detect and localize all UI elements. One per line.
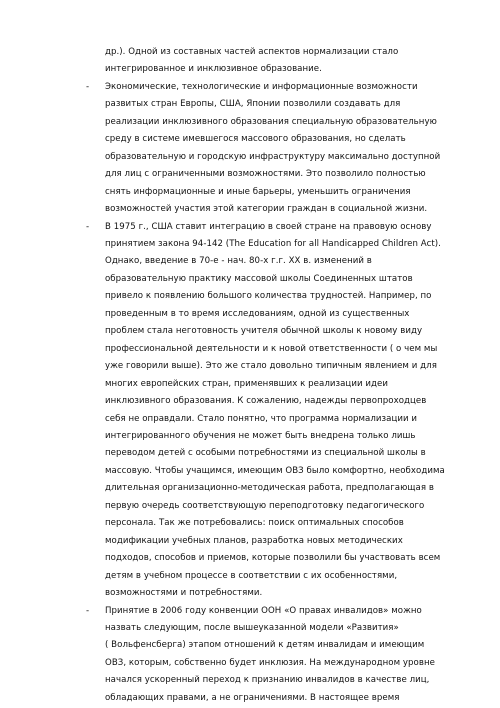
- text-line: инклюзивного образования. К сожалению, надежды первопроходцев: [105, 396, 427, 407]
- text-line: ( Вольфенсберга) этапом отношений к детям инвалидам и имеющим: [105, 640, 425, 651]
- text-line: образовательную практику массовой школы Соединенных штатов: [105, 273, 413, 284]
- text-line: профессиональной деятельности и к новой ответственности ( о чем мы: [105, 343, 438, 354]
- text-line: интегрированного обучения не может быть внедрена только лишь: [105, 430, 416, 441]
- text-line: ОВЗ, которым, собственно будет инклюзия. На международном уровне: [105, 657, 435, 668]
- text-line: начался ускоренный переход к признанию инвалидов в качестве лиц,: [105, 675, 430, 686]
- text-line: массовую. Чтобы учащимся, имеющим ОВЗ было комфортно, необходима: [105, 465, 445, 476]
- text-line: Принятие в 2006 году конвенции ООН «О правах инвалидов» можно: [105, 605, 422, 616]
- text-line: подходов, способов и приемов, которые позволили бы участвовать всем: [105, 553, 441, 564]
- text-line: переводом детей с особыми потребностями из специальной школы в: [105, 448, 426, 459]
- text-line: детям в учебном процессе в соответствии с их особенностями,: [105, 570, 398, 581]
- list-item-usa-1975: [86, 219, 467, 603]
- text-line: В 1975 г., США ставит интеграцию в своей стране на правовую основу: [105, 221, 432, 232]
- text-line: возможностей участия этой категории граждан в социальной жизни.: [105, 204, 428, 215]
- text-line: назвать следующим, после вышеуказанной модели «Развития»: [105, 622, 399, 633]
- text-line: проблем стала неготовность учителя обычной школы к новому виду: [105, 326, 423, 337]
- text-line: снять информационные и иные барьеры, уменьшить ограничения: [105, 186, 411, 197]
- text-line: Экономические, технологические и информационные возможности: [105, 81, 418, 92]
- text-line: себя не оправдали. Стало понятно, что программа нормализации и: [105, 413, 418, 424]
- document-body: [86, 44, 467, 707]
- list-item-un-convention: [86, 603, 467, 708]
- text-line: для лиц с ограниченными возможностями. Это позволило полностью: [105, 169, 426, 180]
- text-line: принятием закона 94-142 (The Education for all Handicapped Children Act).: [105, 238, 441, 249]
- text-line: привело к появлению большого количества трудностей. Например, по: [105, 291, 432, 302]
- list-bullet: -: [86, 605, 90, 616]
- list-item-economic: [86, 79, 467, 219]
- text-line: Однако, введение в 70-е - нач. 80-х г.г. XX в. изменений в: [105, 256, 372, 267]
- text-line: первую очередь соответствующую переподготовку педагогического: [105, 500, 425, 511]
- list-bullet: -: [86, 221, 90, 232]
- text-line: интегрированное и инклюзивное образование.: [105, 64, 322, 75]
- text-line: персонала. Так же потребовались: поиск оптимальных способов: [105, 518, 404, 529]
- text-line: модификации учебных планов, разработка новых методических: [105, 535, 403, 546]
- paragraph-intro: [105, 44, 467, 79]
- text-line: обладающих правами, а не ограничениями. В настоящее время: [105, 692, 400, 703]
- text-line: др.). Одной из составных частей аспектов нормализации стало: [105, 47, 399, 57]
- list-bullet: -: [86, 81, 90, 92]
- text-line: развитых стран Европы, США, Японии позволили создавать для: [105, 99, 401, 110]
- text-line: среду в системе имевшегося массового образования, но сделать: [105, 134, 406, 145]
- text-line: проведенным в то время исследованиям, одной из существенных: [105, 308, 410, 319]
- text-line: возможностями и потребностями.: [105, 588, 263, 599]
- text-line: реализации инклюзивного образования специальную образовательную: [105, 116, 437, 127]
- text-line: длительная организационно-методическая работа, предполагающая в: [105, 483, 434, 494]
- text-line: образовательную и городскую инфраструктуру максимально доступной: [105, 151, 441, 162]
- text-line: уже говорили выше). Это же стало довольно типичным явлением и для: [105, 361, 437, 372]
- text-line: многих европейских стран, применявших к реализации идеи: [105, 378, 388, 389]
